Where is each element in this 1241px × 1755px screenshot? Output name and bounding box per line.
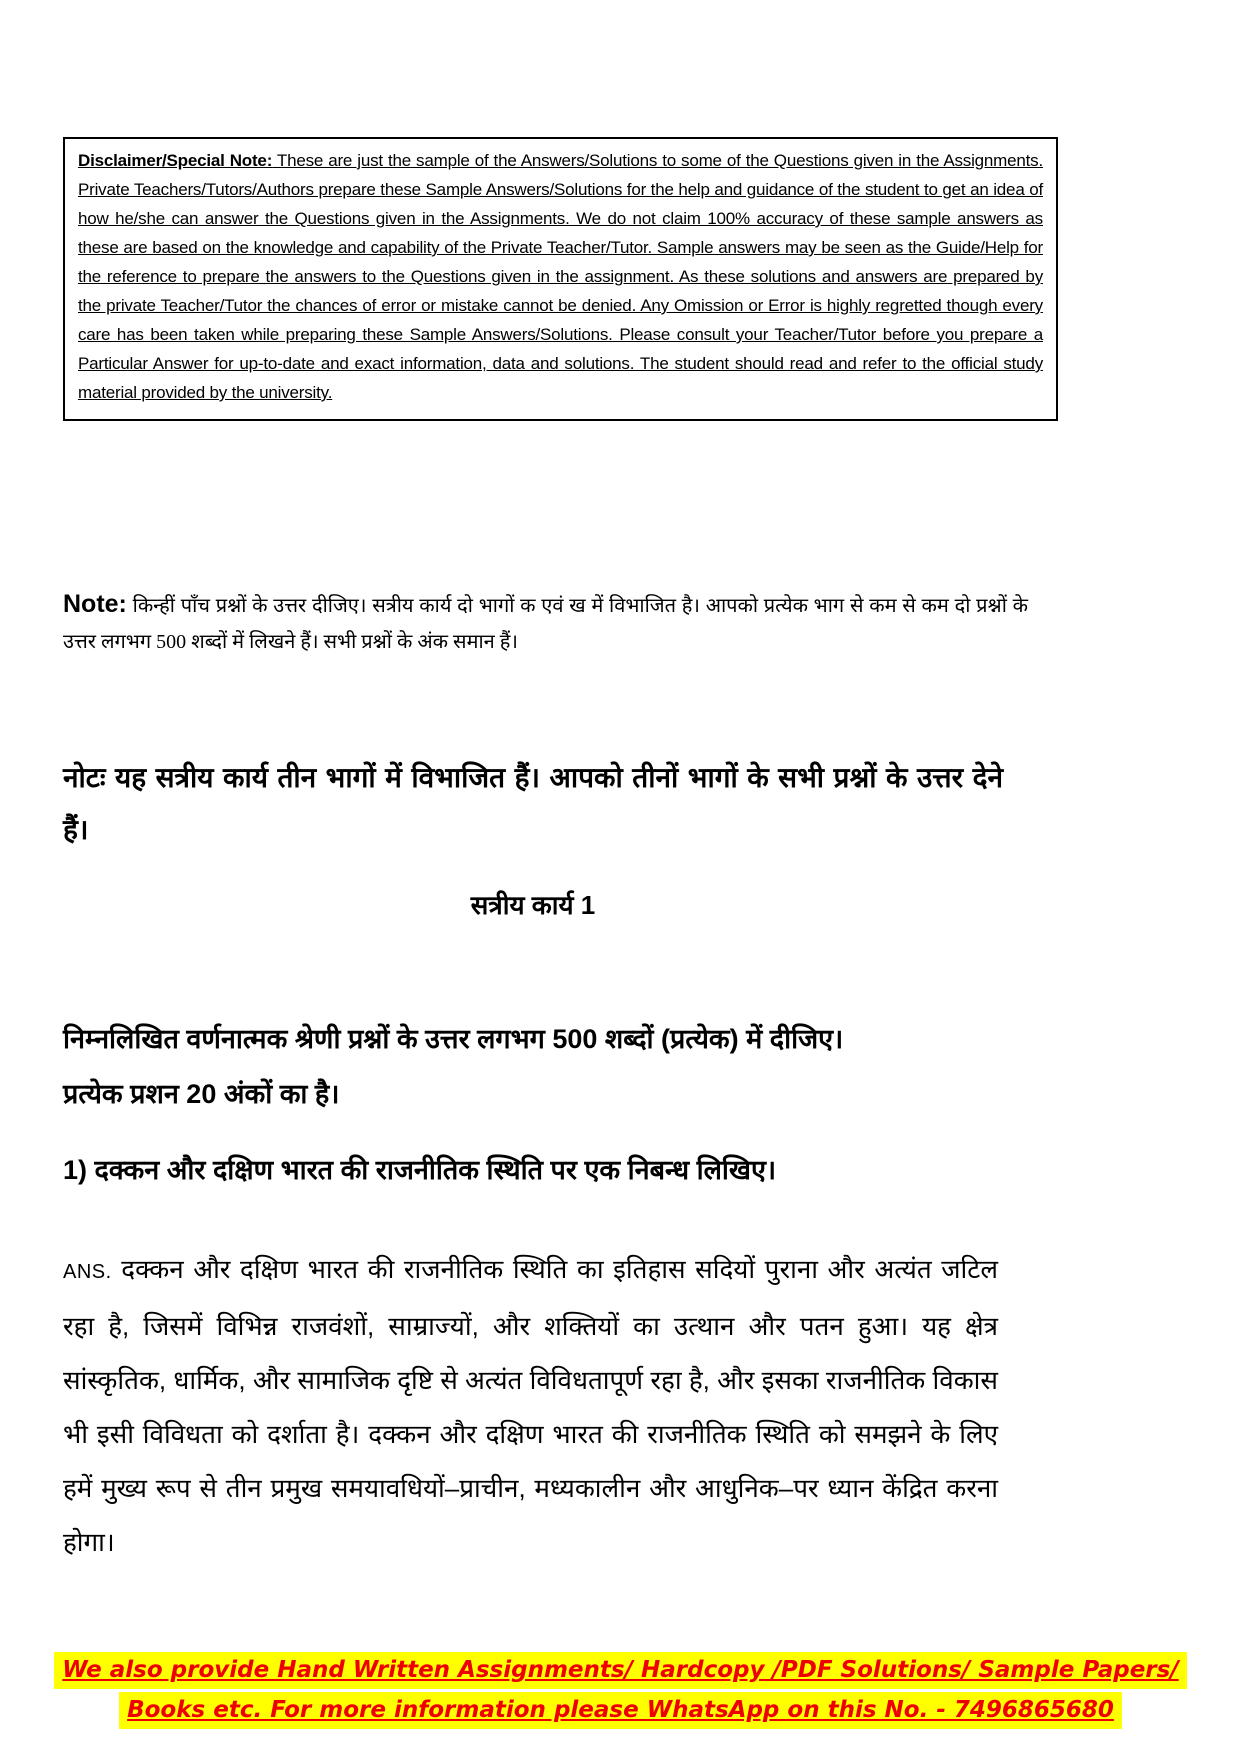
footer-line-2: Books etc. For more information please WhatsApp on this No. - 7496865680 (119, 1692, 1122, 1729)
footer-banner (0, 1652, 1241, 1732)
answer-1-paragraph (63, 1242, 998, 1569)
disclaimer-label: Disclaimer/Special Note: (78, 151, 273, 170)
note-label: Note: (63, 590, 127, 618)
footer-line-1: We also provide Hand Written Assignments/ Hardcopy /PDF Solutions/ Sample Papers/ (54, 1652, 1186, 1689)
instructions-line-2: प्रत्येक प्रशन 20 अंकों का है। (63, 1079, 340, 1109)
note-paragraph (63, 586, 1028, 660)
instructions-paragraph (63, 1012, 1008, 1122)
answer-label: ANS. (63, 1261, 112, 1283)
note-text: किन्हीं पाँच प्रश्नों के उत्तर दीजिए। सत्रीय कार्य दो भागों क एवं ख में विभाजित है। आपको प्रत्येक भाग से कम से कम दो प्रश्नों के उत्तर लगभग 500 शब्दों में लिखने हैं। सभी प्रश्नों के अंक समान हैं। (63, 595, 1028, 653)
disclaimer-box (63, 137, 1058, 421)
disclaimer-paragraph (78, 146, 1043, 407)
hindi-note-heading: नोटः यह सत्रीय कार्य तीन भागों में विभाजित हैं। आपको तीनों भागों के सभी प्रश्नों के उत्तर देने हैं। (63, 762, 1003, 845)
question-1-heading: 1) दक्कन और दक्षिण भारत की राजनीतिक स्थिति पर एक निबन्ध लिखिए। (63, 1155, 777, 1185)
footer-row-2 (0, 1692, 1241, 1729)
section-title: सत्रीय कार्य 1 (470, 890, 596, 920)
instructions-line-1: निम्नलिखित वर्णनात्मक श्रेणी प्रश्नों के उत्तर लगभग 500 शब्दों (प्रत्येक) में दीजिए। (63, 1024, 844, 1054)
disclaimer-text: These are just the sample of the Answers/Solutions to some of the Questions given in the Assignments. Private Teachers/Tutors/Authors prepare these Sample Answers/Solutions for the help and guidance of the student to get an idea of how he/she can answer the Questions given in the Assignments. We do not claim 100% accuracy of these sample answers as these are based on the knowledge and capability of the Private Teacher/Tutor. Sample answers may be seen as the Guide/Help for the reference to prepare the answers to the Questions given in the assignment. As these solutions and answers are prepared by the private Teacher/Tutor the chances of error or mistake cannot be denied. Any Omission or Error is highly regretted though every care has been taken while preparing these Sample Answers/Solutions. Please consult your Teacher/Tutor before you prepare a Particular Answer for up-to-date and exact information, data and solutions. The student should read and refer to the official study material provided by the university. (78, 151, 1043, 402)
answer-text: दक्कन और दक्षिण भारत की राजनीतिक स्थिति का इतिहास सदियों पुराना और अत्यंत जटिल रहा है, जिसमें विभिन्न राजवंशों, साम्राज्यों, और शक्तियों का उत्थान और पतन हुआ। यह क्षेत्र सांस्कृतिक, धार्मिक, और सामाजिक दृष्टि से अत्यंत विविधतापूर्ण रहा है, और इसका राजनीतिक विकास भी इसी विविधता को दर्शाता है। दक्कन और दक्षिण भारत की राजनीतिक स्थिति को समझने के लिए हमें मुख्य रूप से तीन प्रमुख समयावधियों–प्राचीन, मध्यकालीन और आधुनिक–पर ध्यान केंद्रित करना होगा। (63, 1254, 998, 1557)
footer-row-1 (0, 1652, 1241, 1689)
